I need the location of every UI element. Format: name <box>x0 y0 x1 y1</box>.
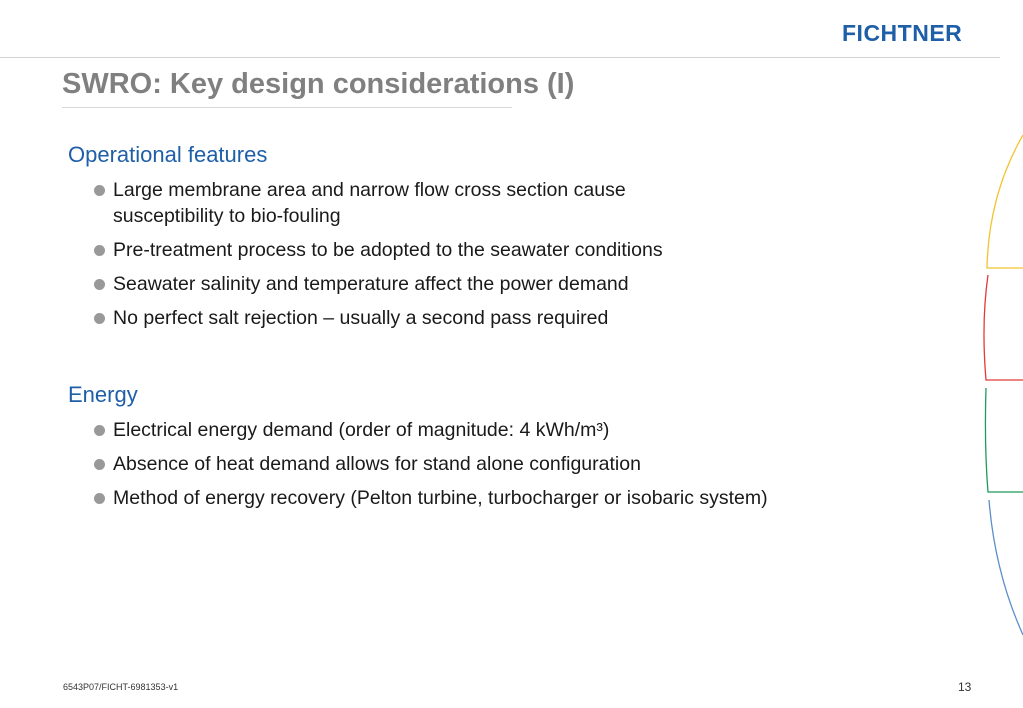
fichtner-logo: FICHTNER <box>842 20 963 46</box>
page-number: 13 <box>958 680 972 694</box>
bullet-text: Pre-treatment process to be adopted to the seawater conditions <box>113 239 663 261</box>
bullet-text: Seawater salinity and temperature affect the power demand <box>113 273 629 295</box>
blue-arc <box>989 500 1023 635</box>
green-arc <box>985 388 1023 492</box>
bullet-text: Electrical energy demand (order of magnitude: 4 kWh/m³) <box>113 419 610 441</box>
bullet-text: No perfect salt rejection – usually a second pass required <box>113 307 609 329</box>
bullet-text-continuation: susceptibility to bio-fouling <box>113 205 341 227</box>
red-arc <box>984 275 1023 380</box>
bullet-text: Method of energy recovery (Pelton turbine, turbocharger or isobaric system) <box>113 487 768 509</box>
bullet-text: Absence of heat demand allows for stand alone configuration <box>113 453 641 475</box>
slide-title: SWRO: Key design considerations (I) <box>62 68 575 100</box>
section-heading-operational: Operational features <box>68 142 268 167</box>
section-heading-energy: Energy <box>68 382 138 407</box>
bullet-text: Large membrane area and narrow flow cross section cause <box>113 179 626 201</box>
document-reference: 6543P07/FICHT-6981353-v1 <box>63 682 179 692</box>
yellow-arc <box>987 135 1023 268</box>
